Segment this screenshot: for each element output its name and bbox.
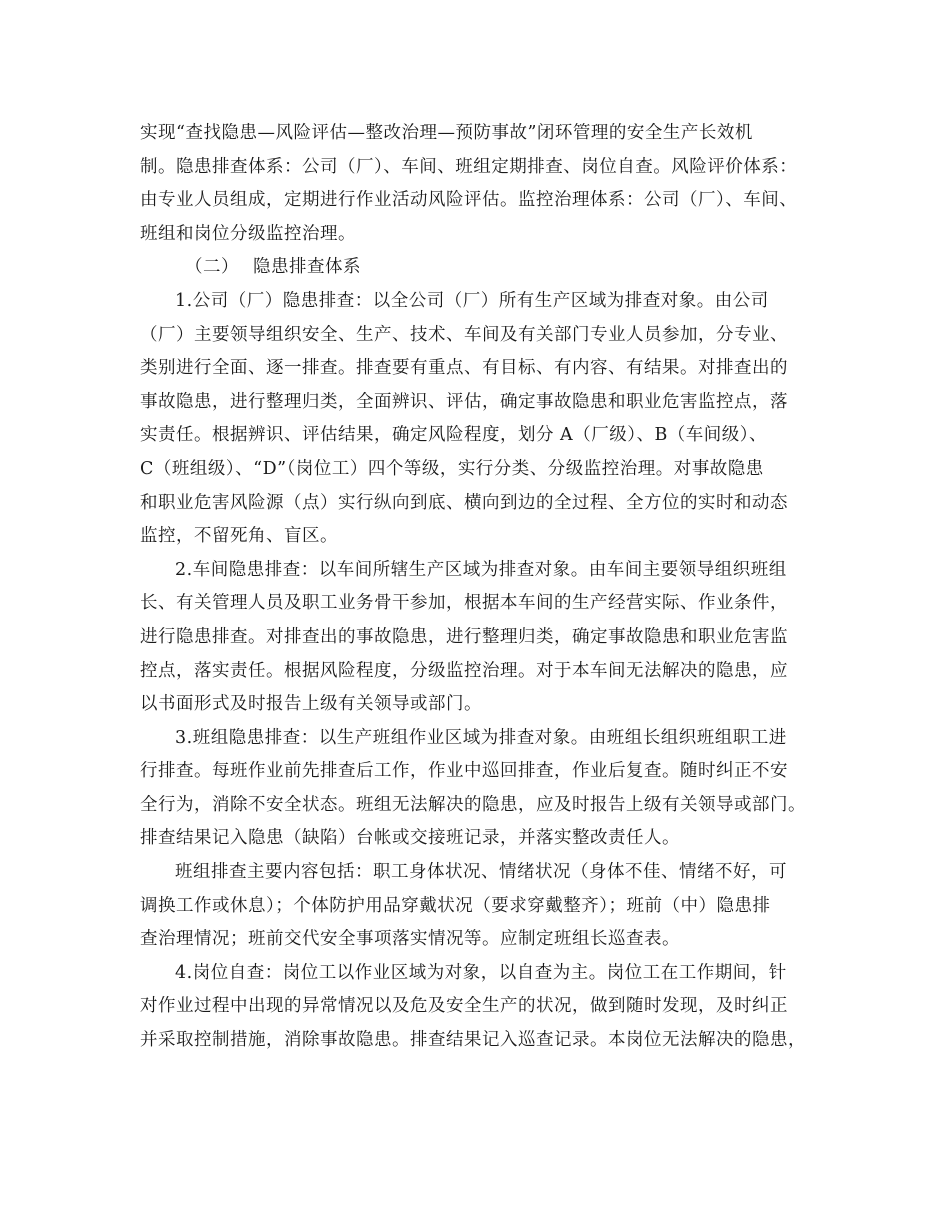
text-line: 进行隐患排查。对排查出的事故隐患，进行整理归类，确定事故隐患和职业危害监: [140, 626, 788, 647]
text-line: 行排查。每班作业前先排查后工作，作业中巡回排查，作业后复查。随时纠正不安: [140, 761, 788, 782]
document-body: [140, 117, 830, 1058]
text-line: 查治理情况；班前交代安全事项落实情况等。应制定班组长巡查表。: [140, 929, 680, 950]
text-line: 4.岗位自查：岗位工以作业区域为对象，以自查为主。岗位工在工作期间，针: [175, 962, 787, 983]
section-heading: [140, 251, 830, 285]
text-line: 由专业人员组成，定期进行作业活动风险评估。监控治理体系：公司（厂）、车间、: [140, 190, 798, 211]
text-line: 事故隐患，进行整理归类，全面辨识、评估，确定事故隐患和职业危害监控点，落: [140, 391, 788, 412]
text-line: 和职业危害风险源（点）实行纵向到底、横向到边的全过程、全方位的实时和动态: [140, 492, 788, 513]
text-line: 对作业过程中出现的异常情况以及危及安全生产的状况，做到随时发现，及时纠正: [140, 996, 788, 1017]
item-1-paragraph: [140, 285, 830, 554]
text-line: 2.车间隐患排查：以车间所辖生产区域为排查对象。由车间主要领导组织班组: [175, 559, 787, 580]
section-heading-number: （二）: [185, 257, 239, 278]
text-line: 监控，不留死角、盲区。: [140, 526, 338, 547]
text-line: 全行为，消除不安全状态。班组无法解决的隐患，应及时报告上级有关领导或部门。: [140, 794, 806, 815]
text-line: 排查结果记入隐患（缺陷）台帐或交接班记录，并落实整改责任人。: [140, 828, 680, 849]
text-line: （厂）主要领导组织安全、生产、技术、车间及有关部门专业人员参加，分专业、: [140, 324, 788, 345]
text-line: C（班组级）、“D”（岗位工）四个等级，实行分类、分级监控治理。对事故隐患: [140, 458, 764, 479]
text-line: 实现“查找隐患—风险评估—整改治理—预防事故”闭环管理的安全生产长效机: [140, 123, 753, 143]
text-line: 班组排查主要内容包括：职工身体状况、情绪状况（身体不佳、情绪不好，可: [175, 862, 787, 883]
item-2-paragraph: [140, 554, 830, 722]
text-line: 1.公司（厂）隐患排查：以全公司（厂）所有生产区域为排查对象。由公司: [175, 290, 769, 311]
text-line: 实责任。根据辨识、评估结果，确定风险程度，划分 A（厂级）、B（车间级）、: [140, 425, 768, 446]
text-line: 以书面形式及时报告上级有关领导或部门。: [140, 694, 482, 715]
text-line: 控点，落实责任。根据风险程度，分级监控治理。对于本车间无法解决的隐患，应: [140, 660, 788, 681]
section-heading-title: 隐患排查体系: [253, 257, 361, 278]
text-line: 制。隐患排查体系：公司（厂）、车间、班组定期排查、岗位自查。风险评价体系：: [140, 156, 798, 177]
text-line: 类别进行全面、逐一排查。排查要有重点、有目标、有内容、有结果。对排查出的: [140, 358, 788, 379]
text-line: 3.班组隐患排查：以生产班组作业区域为排查对象。由班组长组织班组职工进: [175, 727, 787, 748]
intro-paragraph: [140, 117, 830, 251]
text-line: 长、有关管理人员及职工业务骨干参加，根据本车间的生产经营实际、作业条件，: [140, 593, 788, 614]
text-line: 班组和岗位分级监控治理。: [140, 223, 356, 244]
text-line: 调换工作或休息）；个体防护用品穿戴状况（要求穿戴整齐）；班前（中）隐患排: [140, 895, 771, 916]
item-3-paragraph: [140, 722, 830, 856]
item-3-content-paragraph: [140, 856, 830, 957]
item-4-paragraph: [140, 957, 830, 1058]
text-line: 并采取控制措施，消除事故隐患。排查结果记入巡查记录。本岗位无法解决的隐患，: [140, 1030, 806, 1051]
